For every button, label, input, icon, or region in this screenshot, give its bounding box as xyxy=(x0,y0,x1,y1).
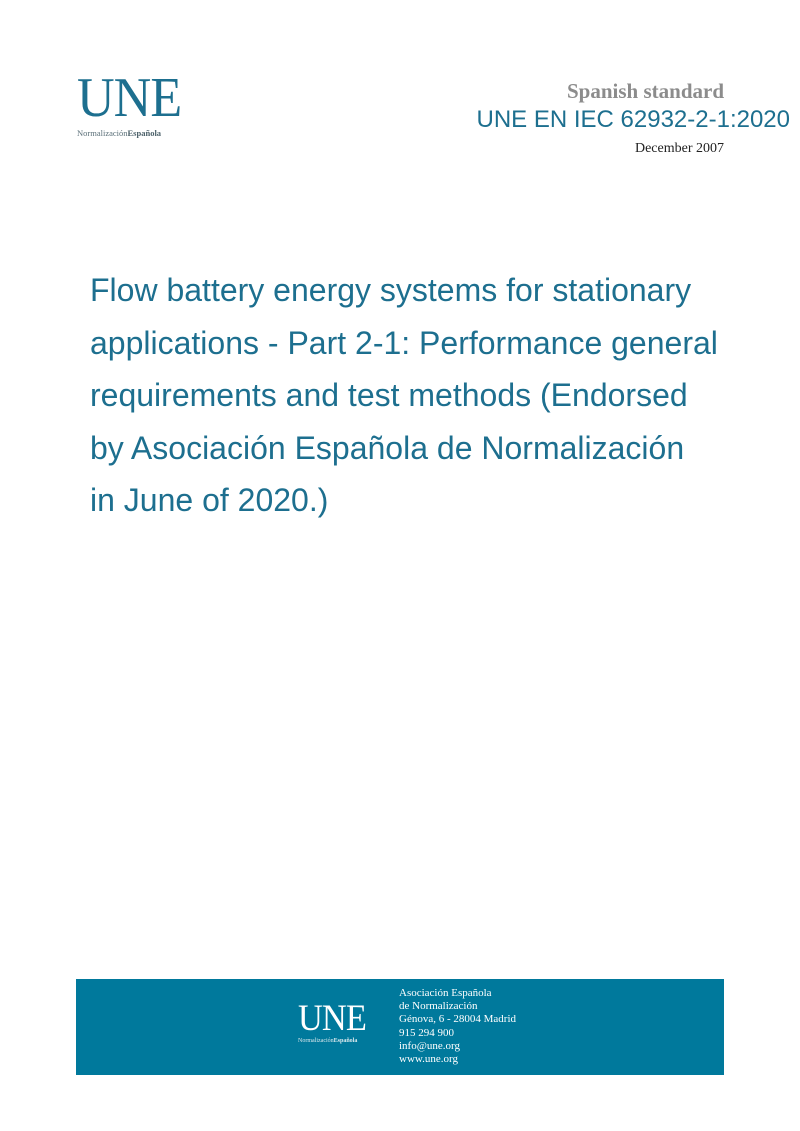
title-line: requirements and test methods (Endorsed xyxy=(90,377,688,413)
title-line: Flow battery energy systems for stationary xyxy=(90,272,692,308)
footer-logo-wordmark: UNE xyxy=(298,998,366,1039)
standard-code: UNE EN IEC 62932-2-1:2020 xyxy=(476,106,790,133)
phone-line: 915 294 900 xyxy=(399,1026,454,1039)
footer-banner xyxy=(76,979,724,1075)
website-line[interactable]: www.une.org xyxy=(399,1053,458,1066)
logo-wordmark: UNE xyxy=(77,67,182,129)
address-line: Génova, 6 - 28004 Madrid xyxy=(399,1013,517,1026)
footer-logo-tagline: NormalizaciónEspañola xyxy=(298,1038,358,1044)
title-line: by Asociación Española de Normalización xyxy=(90,429,685,466)
une-logo xyxy=(77,67,197,138)
email-line[interactable]: info@une.org xyxy=(399,1039,460,1052)
title-line: applications - Part 2-1: Performance general xyxy=(90,324,718,361)
title-line: in June of 2020.) xyxy=(90,482,329,518)
standard-header xyxy=(476,78,790,162)
document-title xyxy=(90,264,770,527)
standard-kind: Spanish standard xyxy=(567,79,724,103)
footer-logo xyxy=(298,998,371,1044)
org-name-line: de Normalización xyxy=(399,1000,478,1013)
logo-tagline: NormalizaciónEspañola xyxy=(77,128,162,138)
footer-contact xyxy=(399,987,516,1066)
org-name-line: Asociación Española xyxy=(399,987,492,999)
standard-date: December 2007 xyxy=(634,141,724,156)
